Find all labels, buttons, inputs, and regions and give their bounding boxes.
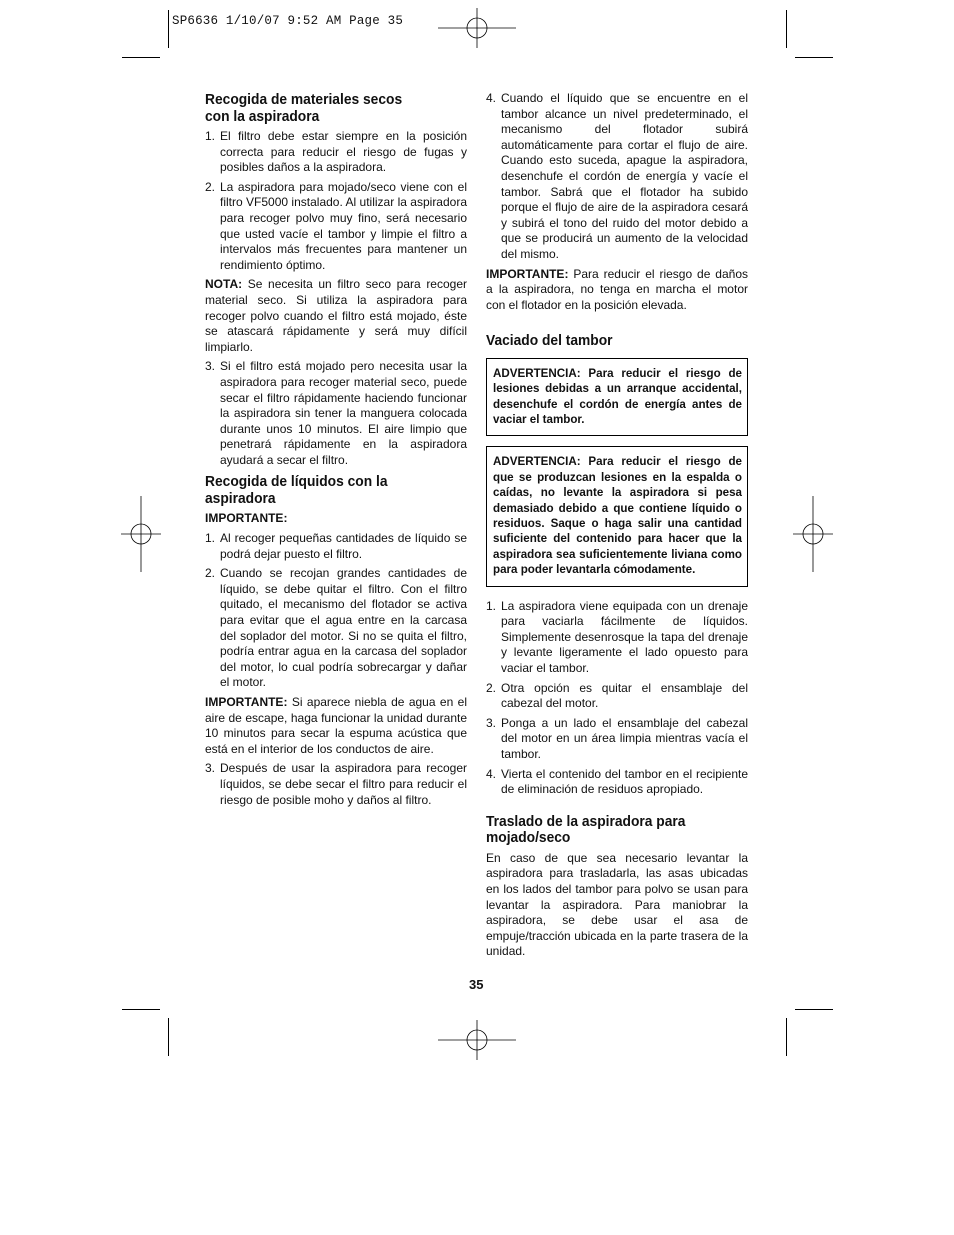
important-text: Para reducir el riesgo de daños a la aspiradora, no tenga en marcha el motor con el flotador en la posición elevada. (486, 266, 748, 312)
list-text: Después de usar la aspiradora para recoger líquidos, se debe secar el filtro para reducir el riesgo de posible moho y daños al filtro. (220, 761, 467, 807)
list-text: Cuando el líquido que se encuentre en el tambor alcance un nivel predeterminado, el mecanismo del flotador subirá automáticamente para cortar el flujo de aire. Cuando esto suceda, apague la aspiradora, desenchufe el cordón de energía y vacíe el tambor. Sabrá que el flotador ha subido porque el flujo de aire de la aspiradora cesará y subirá el tono del ruido del motor debido a que se producirá un aumento de la velocidad del mismo. (501, 91, 748, 261)
important-label: IMPORTANTE: (486, 266, 569, 281)
crop-mark (786, 1018, 787, 1056)
list-number: 2. (486, 680, 497, 695)
list-text: Otra opción es quitar el ensamblaje del cabezal del motor. (501, 680, 748, 711)
list-item (205, 129, 467, 176)
registration-target-icon (793, 496, 833, 572)
crop-mark (795, 1009, 833, 1010)
crop-mark (168, 1018, 169, 1056)
list-item (486, 716, 748, 763)
list-number: 3. (486, 715, 497, 730)
registration-target-icon (438, 1020, 516, 1060)
list-item (486, 681, 748, 712)
crop-mark (795, 57, 833, 58)
crop-mark (786, 10, 787, 48)
list-number: 4. (486, 766, 497, 781)
registration-target-icon (121, 496, 161, 572)
list-text: Vierta el contenido del tambor en el recipiente de eliminación de residuos apropiado. (501, 766, 748, 797)
note-paragraph (205, 277, 467, 355)
list-item (486, 599, 748, 677)
important-text: Si aparece niebla de agua en el aire de escape, haga funcionar la unidad durante 10 minutos para secar la espuma acústica que está en el interior de los conductos de aire. (205, 695, 467, 756)
list-number: 2. (205, 179, 216, 194)
section-heading-moving-vacuum: Traslado de la aspiradora para mojado/seco (486, 812, 686, 847)
list-number: 2. (205, 566, 216, 581)
page-number: 35 (469, 977, 484, 992)
list-item (486, 767, 748, 798)
list-text: La aspiradora para mojado/seco viene con el filtro VF5000 instalado. Al utilizar la aspiradora para recoger polvo muy fino, será necesario que usted vacíe el tambor y limpie el filtro a intervalos más frecuentes para mantener un rendimiento óptimo. (220, 179, 467, 272)
note-label: NOTA: (205, 277, 243, 292)
important-label: IMPORTANTE: (205, 695, 288, 709)
right-column (486, 91, 748, 964)
list-item (205, 531, 467, 562)
list-item (205, 566, 467, 691)
list-item (486, 91, 748, 263)
list-text: Si el filtro está mojado pero necesita usar la aspiradora para recoger material seco, puede secar el filtro rápidamente haciendo funcionar la aspiradora sin tener la manguera colocada durante unos 10 minutos. El aire limpio que penetrará rápidamente en la aspiradora ayudará a secar el filtro. (220, 359, 467, 467)
important-paragraph (486, 267, 748, 314)
registration-target-icon (438, 8, 516, 48)
warning-box: ADVERTENCIA: Para reducir el riesgo de lesiones debidas a un arranque accidental, desenchufe el cordón de energía antes de vaciar el tambor. (486, 358, 748, 437)
list-number: 1. (486, 598, 497, 613)
crop-mark (122, 1009, 160, 1010)
section-heading-dry-pickup: Recogida de materiales secos con la aspiradora (205, 91, 403, 125)
section-heading-wet-pickup: Recogida de líquidos con la aspiradora (205, 473, 388, 507)
body-paragraph: En caso de que sea necesario levantar la aspiradora para trasladarla, las asas ubicadas en los lados del tambor para polvo se usan para levantar la aspiradora. Para maniobrar la aspiradora, se debe usar el asa de empuje/tracción ubicada en la parte trasera de la unidad. (486, 850, 748, 959)
important-label: IMPORTANTE: (205, 511, 288, 526)
list-number: 3. (205, 761, 216, 776)
left-column (205, 92, 467, 812)
list-text: La aspiradora viene equipada con un drenaje para vaciarla fácilmente de líquidos. Simplemente desenrosque la tapa del drenaje y levante ligeramente el lado opuesto para vaciar el tambor. (501, 598, 748, 676)
list-number: 3. (205, 359, 216, 374)
list-text: Ponga a un lado el ensamblaje del cabezal del motor en un área limpia mientras vacía el tambor. (501, 715, 748, 762)
list-item (205, 761, 467, 808)
warning-box: ADVERTENCIA: Para reducir el riesgo de que se produzcan lesiones en la espalda o caídas, no levante la aspiradora si pesa demasiado debido a que contiene líquido o residuos. Saque o haga salir una cantidad suficiente del contenido para hacer que la aspiradora sea suficientemente liviana como para poder levantarla cómodamente. (486, 446, 748, 586)
list-item (205, 180, 467, 274)
list-text: Al recoger pequeñas cantidades de líquido se podrá dejar puesto el filtro. (220, 531, 467, 561)
list-text: Cuando se recojan grandes cantidades de líquido, se debe quitar el filtro. Con el filtro quitado, el mecanismo del flotador se activa para evitar que el agua entre en la carcasa del soplador del motor. Si no se quita el filtro, podría entrar agua en la carcasa del soplador del motor, lo cual podría sobrecargar y dañar el motor. (220, 566, 467, 690)
section-heading-emptying-drum: Vaciado del tambor (486, 332, 613, 350)
crop-mark (168, 10, 169, 48)
note-text: Se necesita un filtro seco para recoger material seco. Si utiliza la aspiradora para recoger polvo cuando el filtro está mojado, éste se atascará rápidamente y será muy difícil limpiarlo. (205, 277, 467, 354)
list-number: 4. (486, 91, 497, 105)
list-text: El filtro debe estar siempre en la posición correcta para reducir el riesgo de fugas y posibles daños a la aspiradora. (220, 129, 467, 175)
list-item (205, 359, 467, 468)
list-number: 1. (205, 531, 216, 546)
crop-mark (122, 57, 160, 58)
print-slug: SP6636 1/10/07 9:52 AM Page 35 (172, 14, 404, 28)
list-number: 1. (205, 129, 216, 143)
important-paragraph (205, 695, 467, 757)
